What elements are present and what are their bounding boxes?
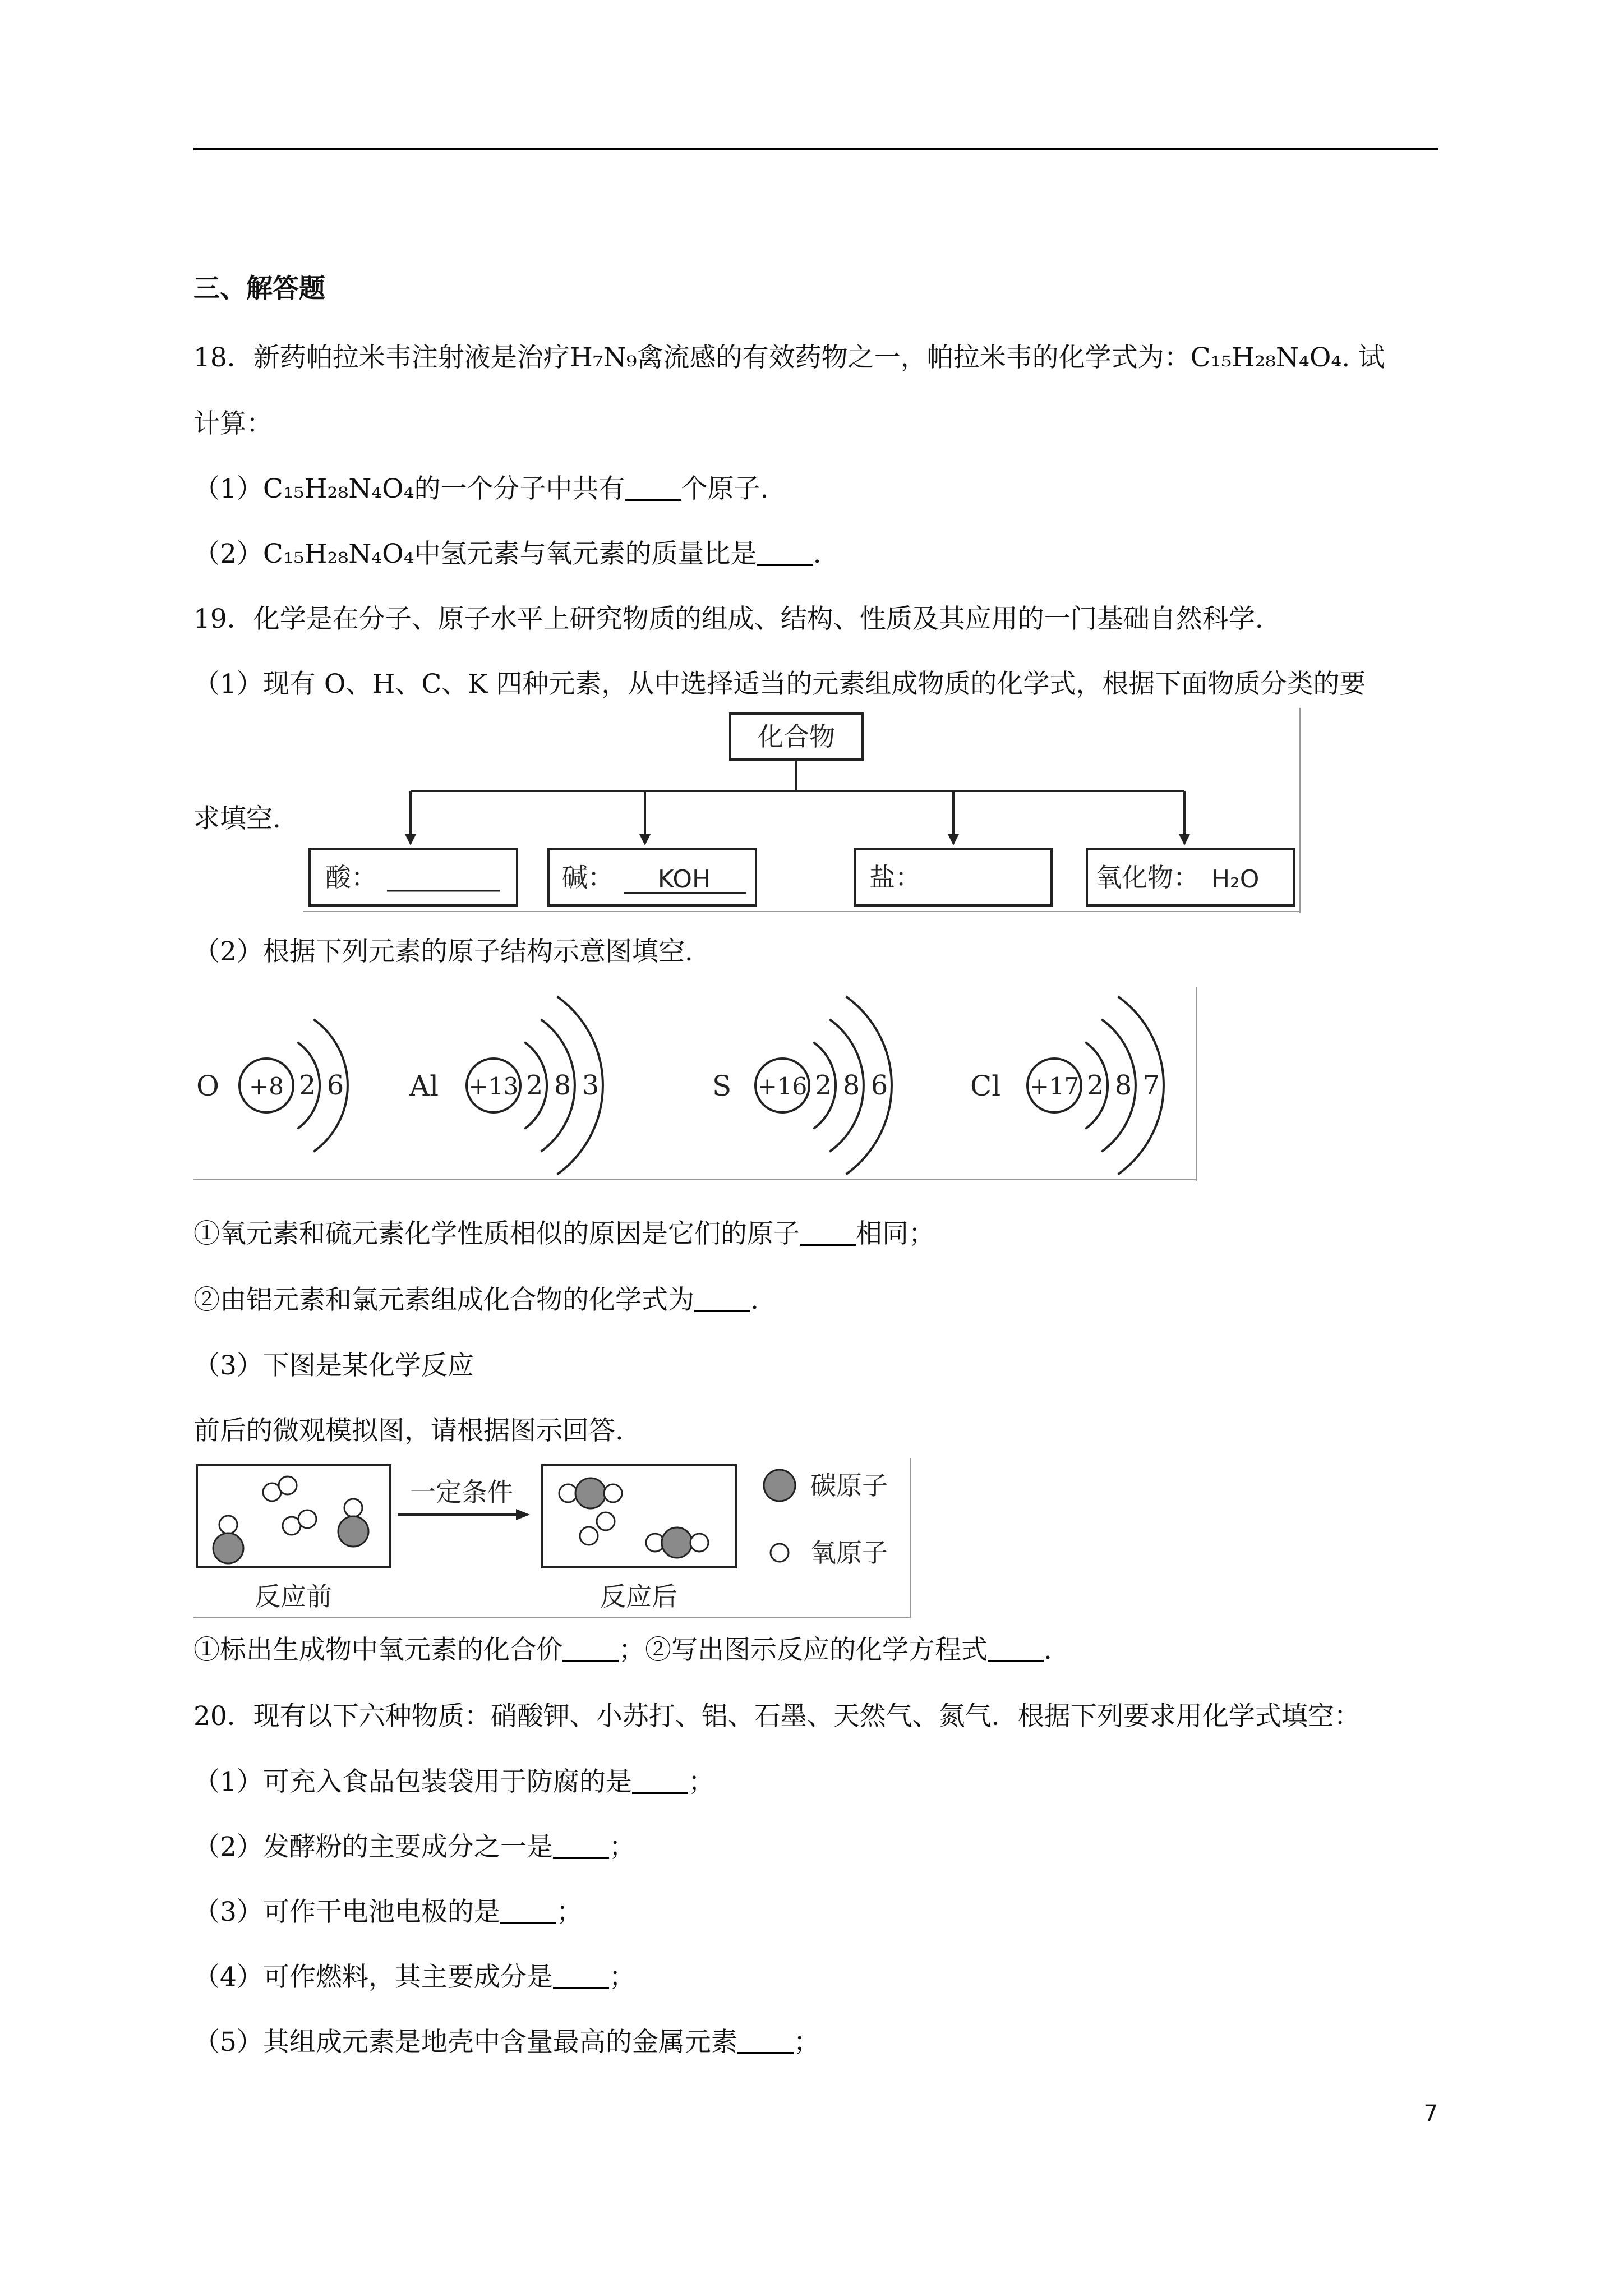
answer-blank[interactable] xyxy=(694,1285,750,1312)
electron-count: 8 xyxy=(1114,1070,1132,1101)
q20-item: （3）可作干电池电极的是 ； xyxy=(193,1897,583,1927)
carbon-atom-legend-icon xyxy=(764,1470,795,1501)
answer-blank[interactable] xyxy=(757,539,813,566)
answer-blank[interactable] xyxy=(625,474,681,501)
nucleus-charge: +13 xyxy=(468,1073,519,1100)
section-title: 三、解答题 xyxy=(193,273,325,304)
q20-item: （4）可作燃料，其主要成分是 ； xyxy=(193,1962,635,1993)
electron-count: 8 xyxy=(842,1070,860,1101)
classification-tree xyxy=(303,708,1301,913)
acid-label: 酸： xyxy=(325,862,377,892)
answer-blank[interactable] xyxy=(553,1962,609,1989)
element-symbol: Al xyxy=(409,1070,439,1102)
q20-item: （5）其组成元素是地壳中含量最高的金属元素 ； xyxy=(193,2027,820,2058)
electron-count: 2 xyxy=(1086,1070,1104,1101)
reaction-diagram xyxy=(193,1458,911,1618)
electron-count: 3 xyxy=(582,1070,600,1101)
electron-count: 8 xyxy=(554,1070,571,1101)
q19-part3-question: ①标出生成物中氧元素的化合价 ；②写出图示反应的化学方程式 . xyxy=(193,1635,1052,1665)
q19-part2-q2: ②由铝元素和氯元素组成化合物的化学式为 . xyxy=(193,1285,759,1315)
electron-count: 7 xyxy=(1142,1070,1160,1101)
nucleus-charge: +8 xyxy=(249,1073,284,1100)
electron-count: 6 xyxy=(326,1070,344,1101)
legend-oxygen: 氧原子 xyxy=(810,1538,888,1568)
answer-blank[interactable] xyxy=(988,1635,1044,1662)
electron-count: 2 xyxy=(814,1070,832,1101)
answer-blank[interactable] xyxy=(553,1832,609,1859)
q19-part1-line2: 求填空. xyxy=(193,803,281,834)
base-label: 碱： xyxy=(562,862,614,892)
oxide-label: 氧化物： xyxy=(1096,862,1199,892)
arrow-label: 一定条件 xyxy=(410,1477,513,1507)
q19-part1-line1: （1）现有 O、H、C、K 四种元素，从中选择适当的元素组成物质的化学式，根据下面物质分类的要 xyxy=(193,669,1366,700)
q19-part3-line2: 前后的微观模拟图，请根据图示回答. xyxy=(193,1415,624,1446)
q18-intro: 18．新药帕拉米韦注射液是治疗H₇N₉禽流感的有效药物之一，帕拉米韦的化学式为：C₁₅H₂₈N₄O₄. 试 xyxy=(193,342,1385,373)
electron-count: 2 xyxy=(525,1070,543,1101)
answer-blank[interactable] xyxy=(737,2027,794,2054)
answer-blank[interactable] xyxy=(632,1767,688,1794)
q18-part1: （1）C₁₅H₂₈N₄O₄的一个分子中共有 个原子. xyxy=(193,473,769,504)
q19-part2-q1: ①氧元素和硫元素化学性质相似的原因是它们的原子 相同； xyxy=(193,1218,935,1249)
header-rule xyxy=(193,148,1438,150)
answer-blank[interactable] xyxy=(500,1897,556,1924)
after-label: 反应后 xyxy=(600,1581,677,1612)
nucleus-charge: +17 xyxy=(1029,1073,1080,1100)
oxide-answer: H₂O xyxy=(1211,865,1260,894)
oxygen-atom-legend-icon xyxy=(771,1544,789,1562)
q20-intro: 20．现有以下六种物质：硝酸钾、小苏打、铝、石墨、天然气、氮气．根据下列要求用化学式填空： xyxy=(193,1701,1361,1732)
q19-intro: 19．化学是在分子、原子水平上研究物质的组成、结构、性质及其应用的一门基础自然科学. xyxy=(193,604,1264,634)
q18-part2: （2）C₁₅H₂₈N₄O₄中氢元素与氧元素的质量比是 . xyxy=(193,539,822,569)
q20-item: （1）可充入食品包装袋用于防腐的是 ； xyxy=(193,1766,714,1797)
legend-carbon: 碳原子 xyxy=(810,1470,888,1501)
page-number: 7 xyxy=(1423,2101,1438,2127)
answer-blank[interactable] xyxy=(562,1635,619,1662)
element-symbol: Cl xyxy=(970,1070,1001,1102)
q18-intro-line2: 计算： xyxy=(193,408,273,439)
q19-part2-title: （2）根据下列元素的原子结构示意图填空. xyxy=(193,936,693,967)
salt-label: 盐： xyxy=(869,862,921,892)
electron-count: 6 xyxy=(870,1070,888,1101)
element-symbol: S xyxy=(712,1070,732,1102)
q19-part3-line1: （3）下图是某化学反应 xyxy=(193,1350,474,1381)
atomic-structure-diagrams xyxy=(193,987,1197,1181)
q20-item: （2）发酵粉的主要成分之一是 ； xyxy=(193,1832,635,1862)
base-answer: KOH xyxy=(657,865,711,894)
nucleus-charge: +16 xyxy=(757,1073,808,1100)
before-label: 反应前 xyxy=(255,1581,332,1612)
electron-count: 2 xyxy=(298,1070,316,1101)
element-symbol: O xyxy=(196,1070,219,1102)
answer-blank[interactable] xyxy=(800,1219,856,1246)
tree-root: 化合物 xyxy=(758,721,835,752)
